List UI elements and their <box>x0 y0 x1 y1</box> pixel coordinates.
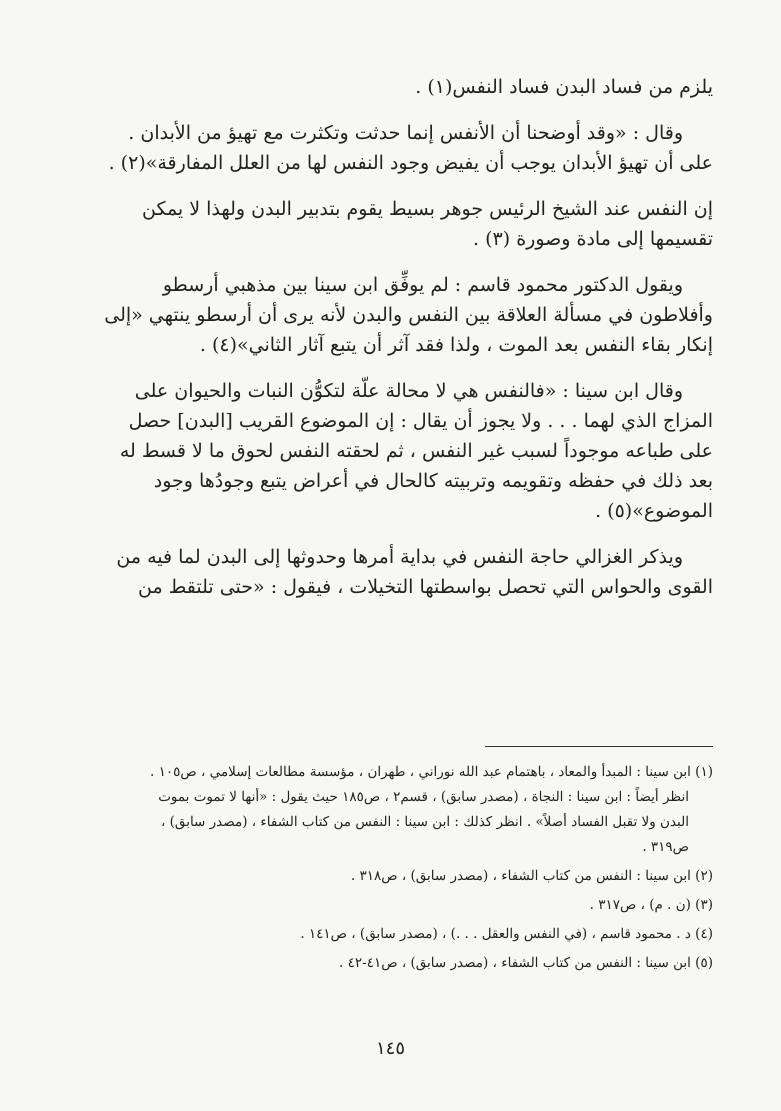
text-line: الموضوع»(٥) . <box>595 500 713 522</box>
text-line: ويقول الدكتور محمود قاسم : لم يوفِّق ابن سينا بين مذهبي أرسطو <box>162 274 683 296</box>
footnote <box>73 893 713 918</box>
footnote-separator <box>485 746 713 747</box>
text-line: على أن تهيؤ الأبدان يوجب أن يفيض وجود النفس لها من العلل المفارقة»(٢) . <box>108 152 713 174</box>
text-line: بعد ذلك في حفظه وتقويمه وتربيته كالحال في أعراض يتبع وجودُها وجود <box>153 470 713 492</box>
footnote <box>73 922 713 947</box>
paragraph <box>75 542 713 602</box>
footnote <box>73 760 713 860</box>
text-line: إن النفس عند الشيخ الرئيس جوهر بسيط يقوم بتدبير البدن ولهذا لا يمكن <box>141 198 713 220</box>
text-line: يلزم من فساد البدن فساد النفس(١) . <box>415 76 713 98</box>
paragraph <box>75 118 713 178</box>
text-line: القوى والحواس التي تحصل بواسطتها التخيلات ، فيقول : «حتى تلتقط من <box>138 576 713 598</box>
footnote <box>73 951 713 976</box>
text-line: المزاج الذي لهما . . . ولا يجوز أن يقال : إن الموضوع القريب [البدن] حصل <box>128 410 713 432</box>
footnote-line: (١) ابن سينا : المبدأ والمعاد ، باهتمام عبد الله نوراني ، طهران ، مؤسسة مطالعات إسلامي ، ص١٠٥ . <box>150 764 713 780</box>
paragraph <box>75 194 713 254</box>
paragraph <box>75 72 713 102</box>
text-line: تقسيمها إلى مادة وصورة (٣) . <box>473 228 713 250</box>
text-line: وقال ابن سينا : «فالنفس هي لا محالة علّة لتكوُّن النبات والحيوان على <box>134 380 683 402</box>
paragraph <box>75 270 713 360</box>
main-text <box>75 72 713 618</box>
text-line: وأفلاطون في مسألة العلاقة بين النفس والبدن لأنه يرى أن أرسطو ينتهي «إلى <box>104 304 713 326</box>
footnote-line: البدن ولا تقبل الفساد أصلاً» . انظر كذلك : ابن سينا : النفس من كتاب الشفاء ، (مصدر سابق) ، <box>161 814 689 830</box>
footnote-line: (٣) (ن . م) ، ص٣١٧ . <box>589 897 713 913</box>
page-number: ١٤٥ <box>375 1038 405 1059</box>
footnote <box>73 864 713 889</box>
footnote-line: (٢) ابن سينا : النفس من كتاب الشفاء ، (مصدر سابق) ، ص٣١٨ . <box>350 868 713 884</box>
footnotes <box>73 760 713 980</box>
paragraph <box>75 376 713 526</box>
footnote-line: (٤) د . محمود قاسم ، (في النفس والعقل . . .) ، (مصدر سابق) ، ص١٤١ . <box>300 926 713 942</box>
text-line: وقال : «وقد أوضحنا أن الأنفس إنما حدثت وتكثرت مع تهيؤ من الأبدان . <box>128 122 683 144</box>
footnote-line: ص٣١٩ . <box>642 839 689 855</box>
text-line: ويذكر الغزالي حاجة النفس في بداية أمرها وحدوثها إلى البدن لما فيه من <box>116 546 683 568</box>
footnote-line: انظر أيضاً : ابن سينا : النجاة ، (مصدر سابق) ، قسم٢ ، ص١٨٥ حيث يقول : «أنها لا تموت بموت <box>158 789 689 805</box>
footnote-line: (٥) ابن سينا : النفس من كتاب الشفاء ، (مصدر سابق) ، ص٤١-٤٢ . <box>339 955 713 971</box>
text-line: إنكار بقاء النفس بعد الموت ، ولذا فقد آثر أن يتبع آثار الثاني»(٤) . <box>199 334 713 356</box>
text-line: على طباعه موجوداً لسبب غير النفس ، ثم لحقته النفس لحوق ما لا قسط له <box>119 440 713 462</box>
